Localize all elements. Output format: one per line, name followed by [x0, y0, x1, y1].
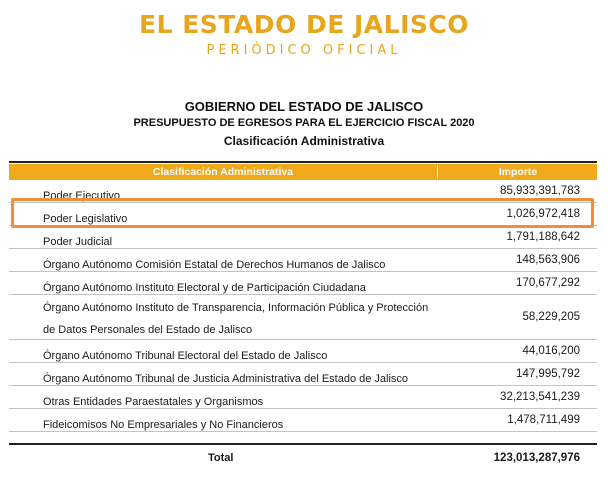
row-amount: 32,213,541,239: [500, 391, 580, 403]
row-name: Fideicomisos No Empresariales y No Financieros: [43, 419, 284, 431]
row-name: Órgano Autónomo Comisión Estatal de Derechos Humanos de Jalisco: [43, 259, 386, 271]
masthead: [0, 10, 608, 59]
row-name: Otras Entidades Paraestatales y Organismos: [43, 396, 264, 408]
masthead-subtitle: PERIÓDICO OFICIAL: [206, 43, 402, 58]
table-row: [9, 226, 597, 249]
row-name: Órgano Autónomo Instituto de Transparencia, Información Pública y Protección de Datos Personales del Estado de Jalisco: [43, 302, 429, 336]
row-name: Poder Judicial: [43, 236, 113, 248]
row-amount: 170,677,292: [516, 277, 580, 289]
row-name: Órgano Autónomo Tribunal Electoral del Estado de Jalisco: [43, 350, 328, 362]
table-row: [9, 340, 597, 363]
table-header: [9, 164, 597, 180]
classification-heading: Clasificación Administrativa: [223, 134, 385, 148]
budget-heading: PRESUPUESTO DE EGRESOS PARA EL EJERCICIO FISCAL 2020: [133, 117, 475, 129]
row-name: Poder Legislativo: [43, 213, 128, 225]
table-row: [9, 409, 597, 432]
table-row: [9, 272, 597, 295]
row-amount: 148,563,906: [516, 254, 580, 266]
row-amount: 1,478,711,499: [507, 414, 580, 426]
row-name: Órgano Autónomo Instituto Electoral y de Participación Ciudadana: [43, 282, 366, 294]
total-amount: 123,013,287,976: [493, 452, 580, 464]
government-heading: GOBIERNO DEL ESTADO DE JALISCO: [184, 99, 424, 114]
table-top-rule: [9, 161, 597, 163]
row-amount: 58,229,205: [522, 311, 580, 323]
total-label: Total: [208, 452, 234, 464]
row-amount: 1,791,188,642: [506, 231, 580, 243]
row-amount: 147,995,792: [516, 368, 580, 380]
total-rule: [9, 443, 597, 445]
table-row: [9, 386, 597, 409]
column-divider: [437, 166, 438, 178]
column-header-amount: Importe: [498, 166, 538, 178]
row-amount: 1,026,972,418: [506, 208, 580, 220]
row-name: Poder Ejecutivo: [43, 190, 121, 202]
highlight-box-poder-legislativo: [11, 198, 594, 228]
masthead-title: EL ESTADO DE JALISCO: [139, 10, 469, 39]
row-amount: 85,933,391,783: [500, 185, 580, 197]
table-row: [9, 363, 597, 386]
row-amount: 44,016,200: [522, 345, 580, 357]
table-row: [9, 249, 597, 272]
table-row: [9, 295, 597, 340]
row-name: Órgano Autónomo Tribunal de Justicia Administrativa del Estado de Jalisco: [43, 373, 409, 385]
column-header-classification: Clasificación Administrativa: [152, 166, 294, 178]
